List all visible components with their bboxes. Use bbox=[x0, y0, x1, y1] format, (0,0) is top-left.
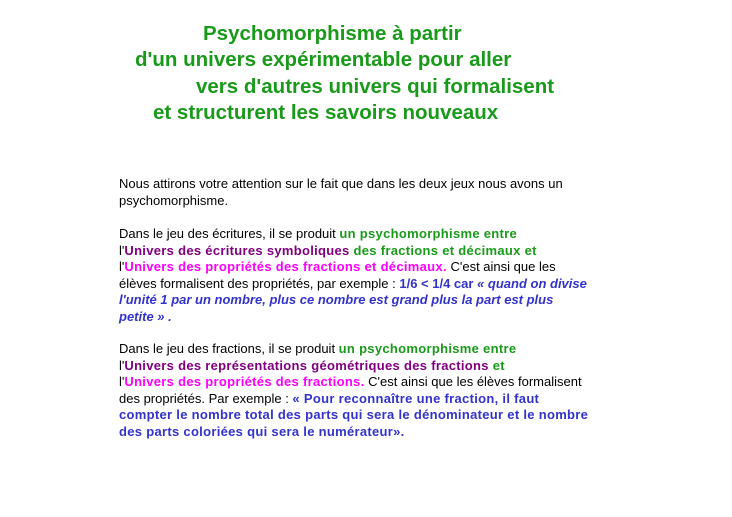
fractions-quote: « Pour reconnaître une fraction, il faut compter le nombre total des parts qui sera le dénominateur et le nombre des parts coloriées qui sera le numérateur». bbox=[119, 390, 589, 439]
fractions-psychomorphisme: un psychomorphisme entre bbox=[338, 341, 517, 356]
fractions-apostrophe-2: l' bbox=[119, 374, 125, 389]
title-line-4: et structurent les savoirs nouveaux bbox=[153, 101, 499, 124]
fractions-et: et bbox=[488, 357, 505, 373]
title-line-2: d'un univers expérimentable pour aller bbox=[135, 48, 512, 71]
ecritures-follow-text: C'est ainsi que les élèves formalisent des propriétés, par exemple : bbox=[119, 259, 556, 291]
ecritures-apostrophe-1: l' bbox=[119, 242, 125, 258]
ecritures-lead: Dans le jeu des écritures, il se produit bbox=[119, 226, 340, 241]
fractions-univers-proprietes: Univers des propriétés des fractions. bbox=[124, 374, 365, 389]
ecritures-fractions-decimaux: des fractions et décimaux et bbox=[349, 242, 537, 258]
title-line-3: vers d'autres univers qui formalisent bbox=[196, 75, 555, 98]
fractions-follow-text: C'est ainsi que les élèves formalisent des propriétés. Par exemple : bbox=[119, 374, 582, 406]
intro-paragraph: Nous attirons votre attention sur le fait que dans les deux jeux nous avons un psychomorphisme. bbox=[119, 176, 563, 208]
ecritures-psychomorphisme: un psychomorphisme entre bbox=[339, 226, 518, 241]
fractions-paragraph bbox=[119, 341, 589, 440]
ecritures-paragraph bbox=[119, 226, 589, 325]
fractions-univers-geometriques: Univers des représentations géométriques des fractions bbox=[124, 357, 489, 373]
ecritures-apostrophe-2: l' bbox=[119, 259, 125, 274]
ecritures-univers-proprietes: Univers des propriétés des fractions et décimaux. bbox=[124, 259, 447, 274]
fractions-lead: Dans le jeu des fractions, il se produit bbox=[119, 341, 339, 356]
ecritures-univers-symboliques: Univers des écritures symboliques bbox=[124, 242, 350, 258]
ecritures-inequality: 1/6 < 1/4 car bbox=[399, 275, 478, 291]
title-line-1: Psychomorphisme à partir bbox=[203, 22, 462, 45]
ecritures-quote: « quand on divise l'unité 1 par un nombre, plus ce nombre est grand plus la part est plus petite » . bbox=[119, 275, 587, 324]
fractions-apostrophe-1: l' bbox=[119, 357, 125, 373]
